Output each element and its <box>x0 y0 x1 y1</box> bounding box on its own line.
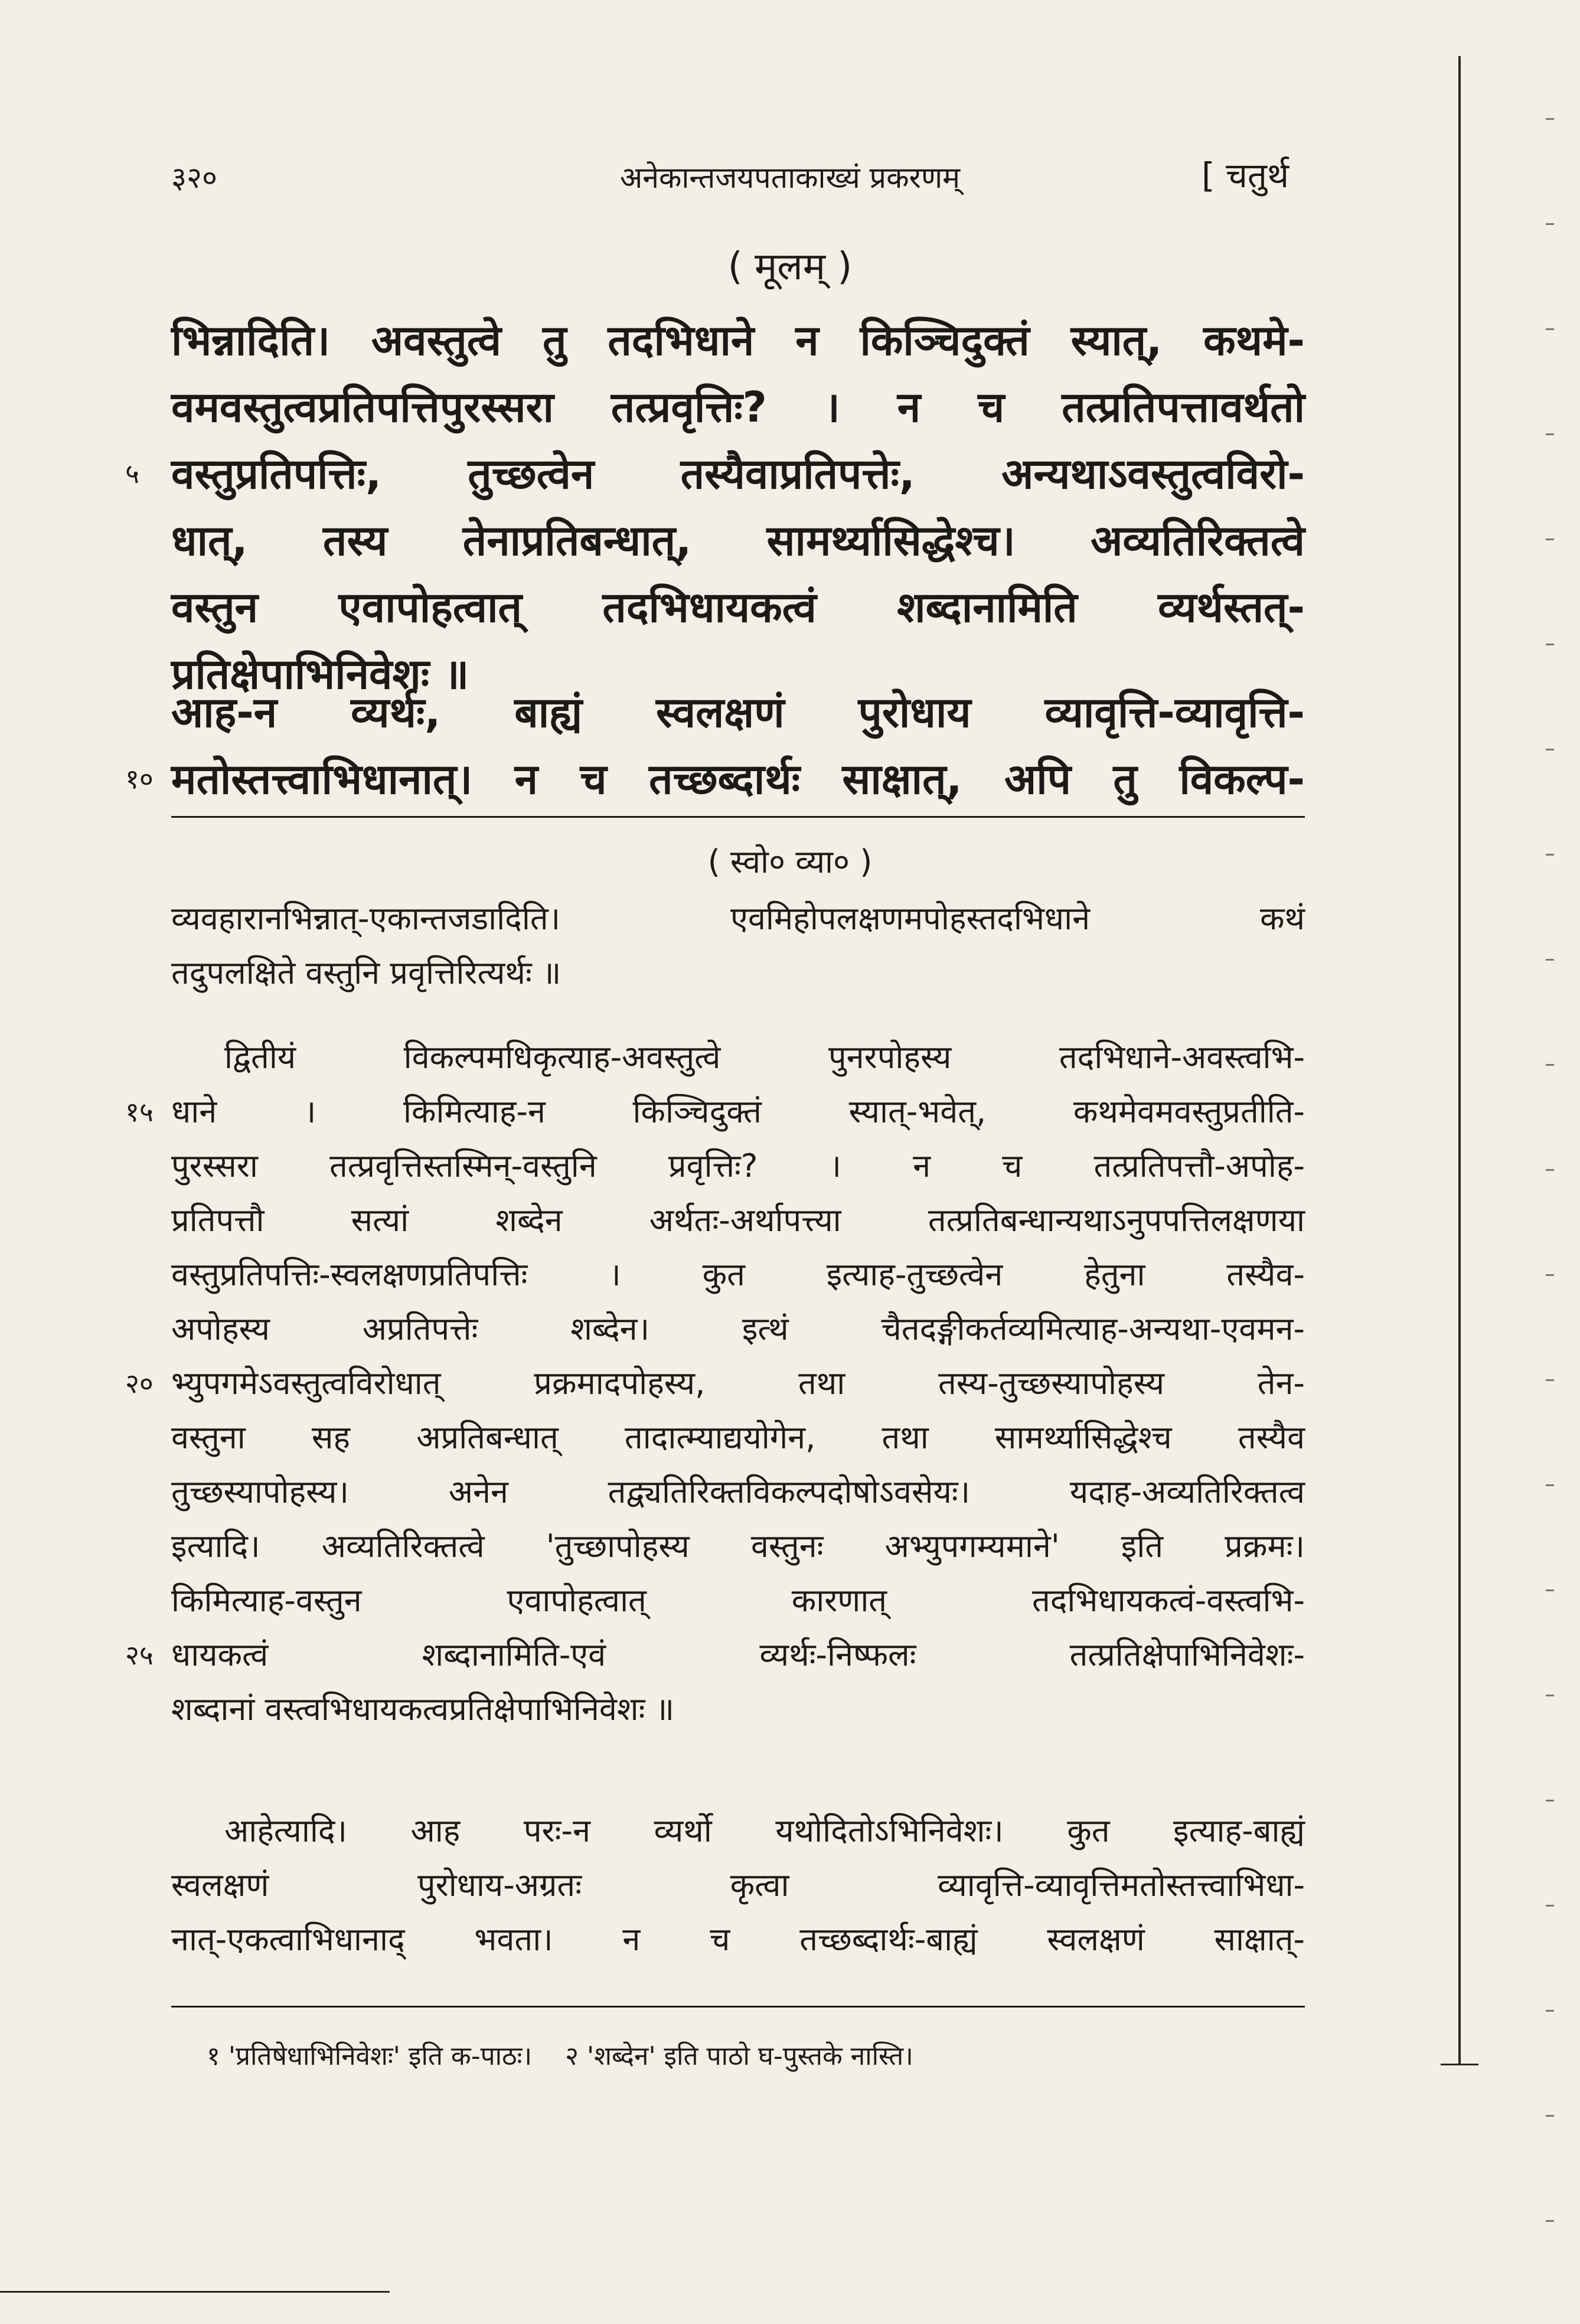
page-number: ३२० <box>171 161 217 195</box>
footnote-2: २ 'शब्देन' इति पाठो घ-पुस्तके नास्ति। <box>565 2041 913 2071</box>
commentary-line: शब्दानां वस्त्वभिधायकत्वप्रतिक्षेपाभिनिवेशः ॥ <box>171 1690 675 1728</box>
mula-line <box>125 440 1305 507</box>
mula-line: वस्तुन एवापोहत्वात् तदभिधायकत्वं शब्दानामिति व्यर्थस्तत्- <box>171 583 1305 632</box>
line-number: २५ <box>125 1639 154 1671</box>
mula-line-text: वस्तुप्रतिपत्तिः, तुच्छत्वेन तस्यैवाप्रतिपत्तेः, अन्यथाऽवस्तुत्वविरो- <box>171 449 1305 498</box>
line-number: २० <box>125 1367 154 1399</box>
footnotes <box>207 2037 1305 2072</box>
running-title: अनेकान्तजयपताकाख्यं प्रकरणम् <box>620 161 960 195</box>
commentary-line: तुच्छस्यापोहस्य। अनेन तद्व्यतिरिक्तविकल्पदोषोऽवसेयः। यदाह-अव्यतिरिक्तत्व <box>171 1473 1305 1510</box>
commentary-line: नात्-एकत्वाभिधानाद् भवता। न च तच्छब्दार्थः-बाह्यं स्वलक्षणं साक्षात्- <box>171 1921 1305 1958</box>
commentary-line <box>125 1085 1305 1139</box>
mula-line: भिन्नादिति। अवस्तुत्वे तु तदभिधाने न किञ्चिदुक्तं स्यात्, कथमे- <box>171 316 1305 365</box>
page-header <box>0 151 1580 204</box>
commentary-line <box>125 1628 1305 1682</box>
section-divider <box>171 816 1305 818</box>
mula-line: वमवस्तुत्वप्रतिपत्तिपुरस्सरा तत्प्रवृत्तिः? । न च तत्प्रतिपत्तावर्थतो <box>171 383 1305 432</box>
commentary-line: आहेत्यादि। आह परः-न व्यर्थो यथोदितोऽभिनिवेशः। कुत इत्याह-बाह्यं <box>224 1812 1305 1849</box>
commentary-line: व्यवहारानभिन्नात्-एकान्तजडादिति। एवमिहोपलक्षणमपोहस्तदभिधाने कथं <box>171 900 1305 937</box>
footnote-1: १ 'प्रतिषेधाभिनिवेशः' इति क-पाठः। <box>207 2041 533 2071</box>
commentary-line: स्वलक्षणं पुरोधाय-अग्रतः कृत्वा व्यावृत्ति-व्यावृत्तिमतोस्तत्त्वाभिधा- <box>171 1866 1305 1904</box>
mulam-heading: ( मूलम् ) <box>727 245 853 289</box>
mula-line: आह-न व्यर्थः, बाह्यं स्वलक्षणं पुरोधाय व्यावृत्ति-व्यावृत्ति- <box>171 688 1305 737</box>
commentary-line-text: भ्युपगमेऽवस्तुत्वविरोधात् प्रक्रमादपोहस्य, तथा तस्य-तुच्छस्यापोहस्य तेन- <box>171 1365 1305 1402</box>
commentary-line: इत्यादि। अव्यतिरिक्तत्वे 'तुच्छापोहस्य वस्तुनः अभ्युपगम्यमाने' इति प्रक्रमः। <box>171 1527 1305 1565</box>
commentary-line: तदुपलक्षिते वस्तुनि प्रवृत्तिरित्यर्थः ॥ <box>171 954 562 991</box>
commentary-line: किमित्याह-वस्तुन एवापोहत्वात् कारणात् तदभिधायकत्वं-वस्त्वभि- <box>171 1582 1305 1619</box>
commentary-line-text: धाने । किमित्याह-न किञ्चिदुक्तं स्यात्-भवेत्, कथमेवमवस्तुप्रतीति- <box>171 1093 1305 1130</box>
commentary-line: पुरस्सरा तत्प्रवृत्तिस्तस्मिन्-वस्तुनि प्रवृत्तिः? । न च तत्प्रतिपत्तौ-अपोह- <box>171 1147 1305 1184</box>
line-number: ५ <box>125 458 139 489</box>
right-margin-rule-foot <box>1441 2064 1478 2065</box>
mula-text <box>125 307 1305 707</box>
commentary-block <box>125 1030 1305 1737</box>
commentary-line <box>125 1356 1305 1411</box>
mula-line-text: मतोस्तत्त्वाभिधानात्। न च तच्छब्दार्थः साक्षात्, अपि तु विकल्प- <box>171 755 1305 804</box>
page-edge-ticks <box>1546 118 1554 2244</box>
commentary-line: वस्तुप्रतिपत्तिः-स्वलक्षणप्रतिपत्तिः । कुत इत्याह-तुच्छत्वेन हेतुना तस्यैव- <box>171 1256 1305 1293</box>
mula-line <box>125 746 1305 812</box>
right-margin-rule <box>1458 56 1461 2064</box>
chapter-label: [ चतुर्थ <box>1202 155 1290 195</box>
mula-line: प्रतिक्षेपाभिनिवेशः ॥ <box>171 649 469 698</box>
commentary-line: प्रतिपत्तौ सत्यां शब्देन अर्थतः-अर्थापत्त्या तत्प्रतिबन्धान्यथाऽनुपपत्तिलक्षणया <box>171 1202 1305 1239</box>
line-number: १५ <box>125 1096 154 1128</box>
commentary-line: अपोहस्य अप्रतिपत्तेः शब्देन। इत्थं चैतदङ्गीकर्तव्यमित्याह-अन्यथा-एवमन- <box>171 1310 1305 1347</box>
mula-text-continued <box>125 679 1305 812</box>
bottom-edge-rule <box>0 2291 390 2293</box>
commentary-line: वस्तुना सह अप्रतिबन्धात् तादात्म्याद्ययोगेन, तथा सामर्थ्यासिद्धेश्च तस्यैव <box>171 1419 1305 1456</box>
commentary-heading: ( स्वो० व्या० ) <box>707 843 873 880</box>
commentary-block <box>171 1804 1305 1967</box>
commentary-line-text: धायकत्वं शब्दानामिति-एवं व्यर्थः-निष्फलः तत्प्रतिक्षेपाभिनिवेशः- <box>171 1636 1305 1673</box>
commentary-line: द्वितीयं विकल्पमधिकृत्याह-अवस्तुत्वे पुनरपोहस्य तदभिधाने-अवस्त्वभि- <box>224 1039 1305 1076</box>
mula-line: धात्, तस्य तेनाप्रतिबन्धात्, सामर्थ्यासिद्धेश्च। अव्यतिरिक्तत्वे <box>171 516 1305 565</box>
line-number: १० <box>125 763 154 795</box>
commentary-block <box>171 892 1305 1000</box>
footnote-divider <box>171 2006 1305 2008</box>
